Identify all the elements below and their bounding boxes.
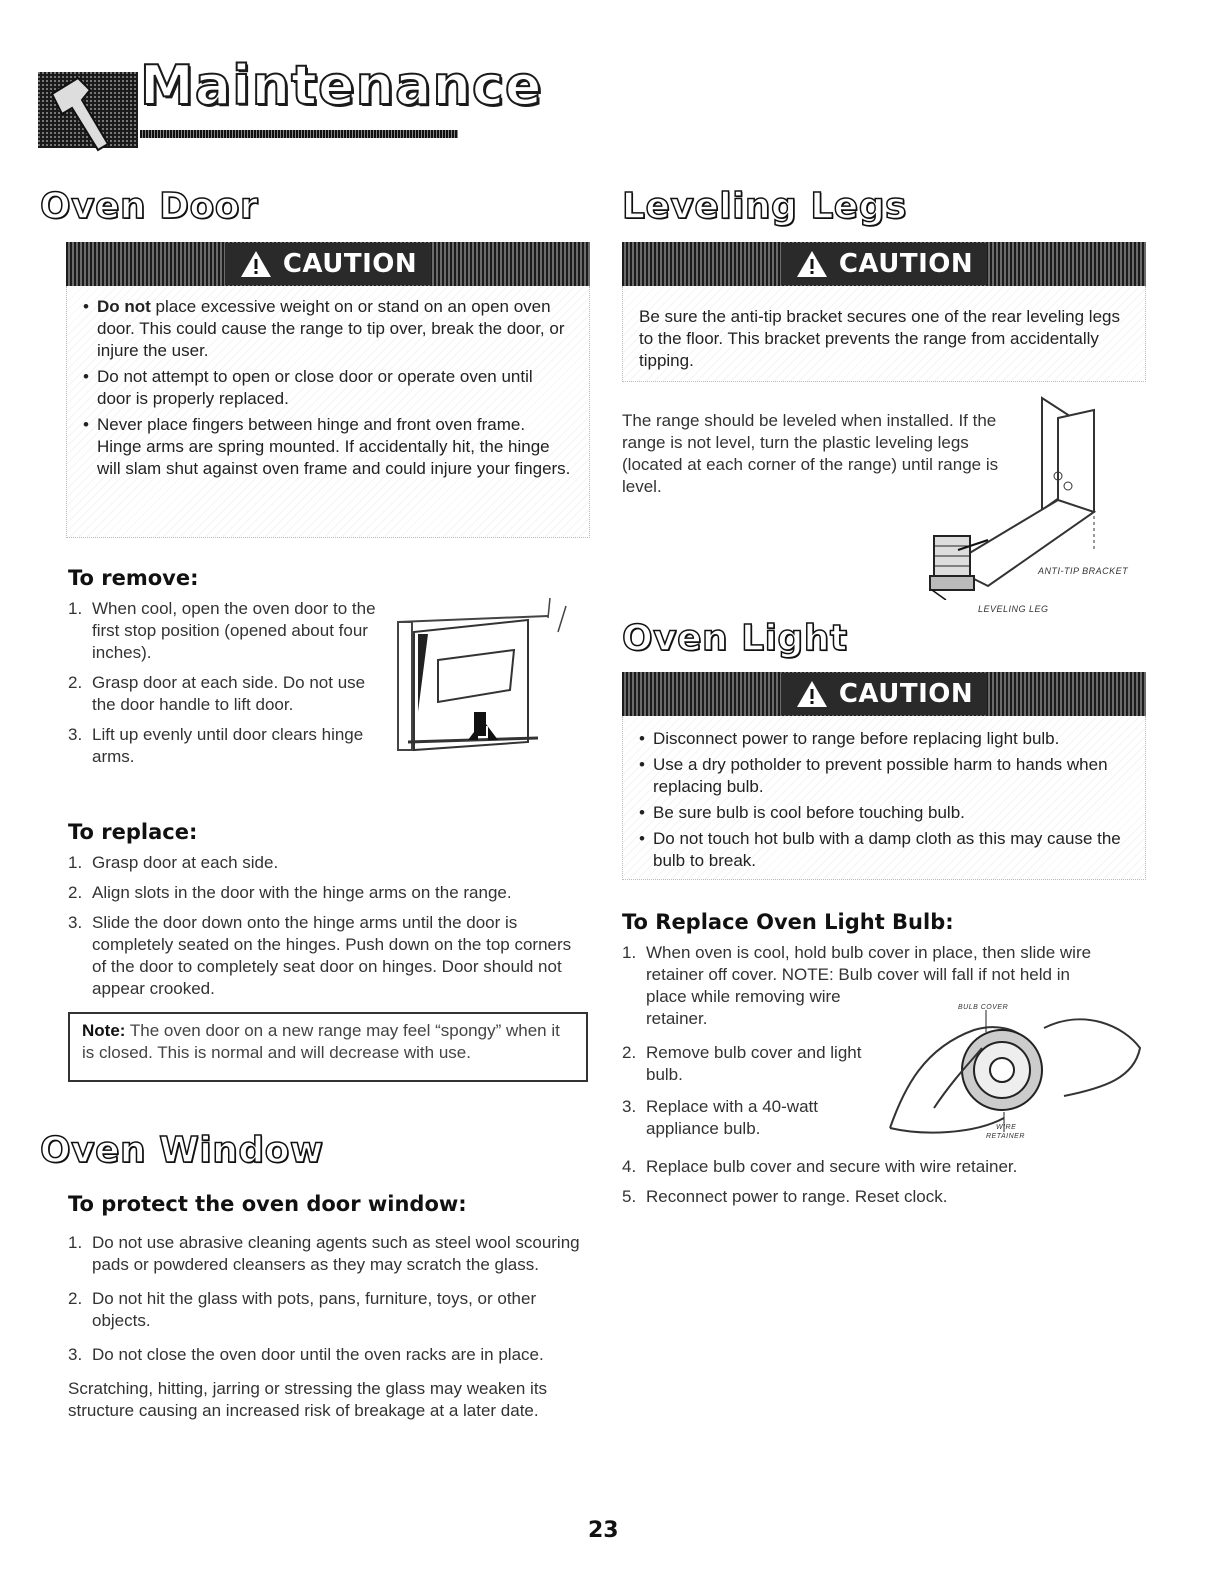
list-item: 2. Grasp door at each side. Do not use the door handle to lift door. (68, 673, 366, 714)
note-box (68, 1012, 588, 1082)
leveling-caution-text: Be sure the anti-tip bracket secures one of the rear leveling legs to the floor. This bracket prevents the range from accidentally tipping. (639, 307, 1120, 370)
replace-bulb-heading: To Replace Oven Light Bulb: (622, 910, 954, 934)
wrench-icon (38, 64, 138, 154)
leveling-legs-title: Leveling Legs (622, 186, 907, 227)
oven-light-title: Oven Light (622, 618, 848, 659)
list-item: 2. Do not hit the glass with pots, pans, furniture, toys, or other objects. (68, 1289, 537, 1330)
caution-item: • Use a dry potholder to prevent possible harm to hands when replacing bulb. (631, 754, 1129, 798)
bulb-steps-2-3 (622, 1042, 862, 1148)
oven-door-title: Oven Door (40, 186, 259, 227)
list-item: 2. Align slots in the door with the hinge arms on the range. (68, 883, 512, 902)
caution-label: CAUTION (838, 249, 974, 279)
note-label: Note: (82, 1021, 126, 1040)
list-item: 3. Replace with a 40-watt appliance bulb. (622, 1097, 818, 1138)
caution-item: • Do not place excessive weight on or stand on an open oven door. This could cause the range to tip over, break the door, or injure the user. (75, 296, 571, 362)
page-title: Maintenance (140, 54, 543, 117)
list-item: 1. When oven is cool, hold bulb cover in place, then slide wire retainer off cover. NOTE: Bulb cover will fall if not held in (622, 943, 1092, 984)
replace-heading: To replace: (68, 820, 198, 844)
window-closing-text: Scratching, hitting, jarring or stressing the glass may weaken its structure causing an increased risk of breakage at a later date. (68, 1379, 548, 1420)
remove-steps (68, 598, 380, 776)
retainer-label: RETAINER (986, 1133, 1025, 1140)
list-item: 1. When cool, open the oven door to the first stop position (opened about four inches). (68, 599, 376, 662)
oven-light-caution-banner (622, 672, 1146, 716)
leveling-body-text: The range should be leveled when installed. If the range is not level, turn the plastic leveling legs (located at each corner of the range) until range is level. (622, 411, 999, 496)
window-steps (68, 1232, 588, 1422)
note-text: The oven door on a new range may feel “spongy” when it is closed. This is normal and will decrease with use. (82, 1021, 560, 1062)
caution-item: • Do not touch hot bulb with a damp cloth as this may cause the bulb to break. (631, 828, 1129, 872)
page-header (38, 54, 543, 154)
leveling-leg-label: LEVELING LEG (978, 604, 1049, 614)
caution-label: CAUTION (838, 679, 974, 709)
remove-heading: To remove: (68, 566, 199, 590)
caution-item: • Be sure bulb is cool before touching bulb. (631, 802, 1129, 824)
list-item: 3. Lift up evenly until door clears hinge arms. (68, 725, 364, 766)
warning-icon (239, 249, 273, 279)
list-item: 1. Grasp door at each side. (68, 853, 279, 872)
list-item: 4. Replace bulb cover and secure with wire retainer. (622, 1157, 1018, 1176)
list-item: 3. Slide the door down onto the hinge arms until the door is completely seated on the hinges. Push down on the top corners of the door to completely seat door on hinges. Door should not appear crooked. (68, 913, 572, 998)
warning-icon (795, 679, 829, 709)
bulb-cover-illustration (884, 1008, 1144, 1138)
oven-door-caution-banner (66, 242, 590, 286)
bulb-step-1-cont: place while removing wire retainer. (646, 987, 841, 1028)
replace-steps (68, 852, 588, 1008)
leveling-caution-banner (622, 242, 1146, 286)
oven-window-title: Oven Window (40, 1130, 324, 1171)
caution-item: • Never place fingers between hinge and front oven frame. Hinge arms are spring mounted. If accidentally hit, the hinge will slam shut against oven frame and could injure your fingers. (75, 414, 571, 480)
title-underline (140, 130, 458, 138)
wire-label: WIRE (996, 1124, 1017, 1131)
bulb-steps-4-5 (622, 1156, 1146, 1216)
list-item: 2. Remove bulb cover and light bulb. (622, 1043, 862, 1084)
bulb-step-1 (622, 942, 1146, 986)
caution-item: • Disconnect power to range before replacing light bulb. (631, 728, 1129, 750)
list-item: 3. Do not close the oven door until the oven racks are in place. (68, 1345, 544, 1364)
list-item: 5. Reconnect power to range. Reset clock. (622, 1187, 948, 1206)
leveling-caution-body (622, 286, 1146, 382)
oven-door-illustration (388, 592, 578, 752)
caution-label: CAUTION (282, 249, 418, 279)
bulb-cover-label: BULB COVER (958, 1004, 1009, 1011)
oven-door-caution-body (66, 286, 590, 538)
list-item: 1. Do not use abrasive cleaning agents such as steel wool scouring pads or powdered cleansers as they may scratch the glass. (68, 1233, 580, 1274)
page-number: 23 (588, 1518, 619, 1543)
anti-tip-bracket-label: ANTI-TIP BRACKET (1038, 566, 1129, 576)
warning-icon (795, 249, 829, 279)
protect-window-heading: To protect the oven door window: (68, 1192, 467, 1216)
oven-light-caution-body (622, 716, 1146, 880)
caution-item: • Do not attempt to open or close door or operate oven until door is properly replaced. (75, 366, 571, 410)
